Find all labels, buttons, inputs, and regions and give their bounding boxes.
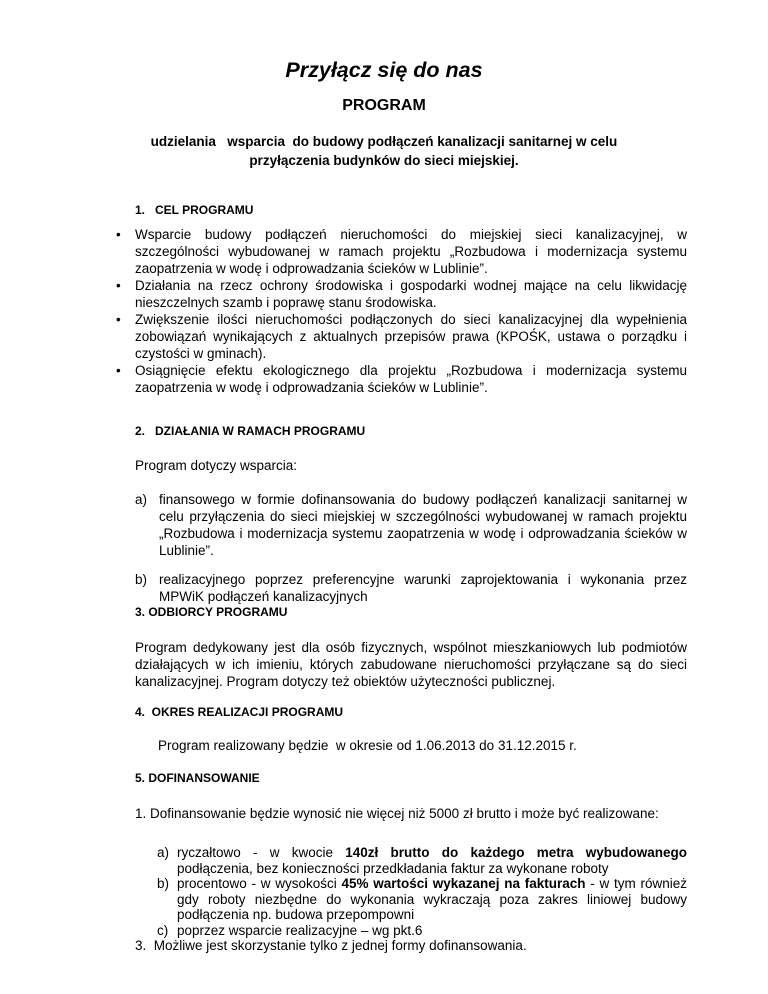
page-title: Przyłącz się do nas [285,58,483,82]
bullet-icon: • [116,363,121,378]
list-item [157,845,687,876]
list-item [157,876,687,923]
bullet-text: Zwiększenie ilości nieruchomości podłączonych do sieci kanalizacyjnej dla wypełnienia zobowiązań wynikających z aktualnych przepisów prawa (KPOŚK, ustawa o porządku i czystości w gminach). [135,312,687,361]
item-text-post: - w tym również gdy roboty niezbędne do wykonania wykraczają poza zakres liniowej budowy podłączenia np. budowa przepompowni [177,876,687,922]
section-5-intro: 1. Dofinansowanie będzie wynosić nie więcej niż 5000 zł brutto i może być realizowane: [135,806,659,821]
item-label: 3. [135,938,147,953]
item-label: a) [157,845,170,860]
bullet-text: Wsparcie budowy podłączeń nieruchomości do miejskiej sieci kanalizacyjnej, w szczególności wybudowanej w ramach projektu „Rozbudowa i modernizacja systemu zaopatrzenia w wodę i odprowadzania ścieków w Lublinie”. [135,227,687,276]
section-5-heading: 5. DOFINANSOWANIE [135,771,260,785]
section-1-bullet-list [116,226,687,396]
section-1-heading: 1. CEL PROGRAMU [135,203,254,217]
bullet-icon: • [116,312,121,327]
section-3-heading: 3. ODBIORCY PROGRAMU [135,605,288,619]
section-5-list [157,845,687,938]
item-label: b) [135,572,148,587]
bullet-text: Osiągnięcie efektu ekologicznego dla projektu „Rozbudowa i modernizacja systemu zaopatrzenia w wodę i odprowadzania ścieków w Lublinie”. [135,363,687,395]
section-4-text: Program realizowany będzie w okresie od 1.06.2013 do 31.12.2015 r. [158,738,577,753]
item-text: poprzez wsparcie realizacyjne – wg pkt.6 [177,922,423,938]
bullet-icon: • [116,278,121,293]
section-2-intro: Program dotyczy wsparcia: [135,458,298,473]
item-text-pre: ryczałtowo - w kwocie [177,845,346,860]
subtitle-line-1: udzielania wsparcia do budowy podłączeń kanalizacji sanitarnej w celu [150,134,618,149]
list-item [157,922,687,939]
list-item [116,362,687,396]
item-text-bold: 45% wartości wykazanej na fakturach [341,876,586,891]
item-text: finansowego w formie dofinansowania do budowy podłączeń kanalizacji sanitarnej w celu przyłączenia do sieci miejskiej w szczególności wybudowanej w ramach projektu „Rozbudowa i modernizacja systemu zaopatrzenia w wodę i odprowadzania ścieków w Lublinie”. [159,492,687,558]
bullet-text: Działania na rzecz ochrony środowiska i gospodarki wodnej mające na celu likwidację nieszczelnych szamb i poprawę stanu środowiska. [135,278,687,310]
item-label: c) [157,922,169,938]
list-item [116,226,687,277]
item-text-post: podłączenia, bez konieczności przedkładania faktur za wykonane roboty [177,860,609,876]
list-item [116,311,687,362]
list-item [116,277,687,311]
item-label: b) [157,876,170,891]
section-4-heading: 4. OKRES REALIZACJI PROGRAMU [135,705,344,719]
program-subtitle [60,132,708,170]
program-label: PROGRAM [342,97,426,114]
subtitle-line-2: przyłączenia budynków do sieci miejskiej. [249,153,519,168]
bullet-icon: • [116,227,121,242]
list-item [135,491,687,559]
section-3-text: Program dedykowany jest dla osób fizycznych, wspólnot mieszkaniowych lub podmiotów działających w ich imieniu, których zabudowane nieruchomości przyłączane są do sieci kanalizacyjnej. Program dotyczy też obiektów użyteczności publicznej. [135,640,687,689]
section-2-list [135,491,687,605]
section-5-item-3 [135,938,695,953]
item-label: a) [135,492,148,507]
item-text: realizacyjnego poprzez preferencyjne warunki zaprojektowania i wykonania przez MPWiK podłączeń kanalizacyjnych [159,572,687,604]
item-text-bold: 140zł brutto do każdego metra wybudowanego [345,845,687,860]
item-text: Możliwe jest skorzystanie tylko z jednej formy dofinansowania. [153,938,527,953]
item-text-pre: procentowo - w wysokości [177,876,342,891]
list-item [135,571,687,605]
section-2-heading: 2. DZIAŁANIA W RAMACH PROGRAMU [135,424,366,438]
